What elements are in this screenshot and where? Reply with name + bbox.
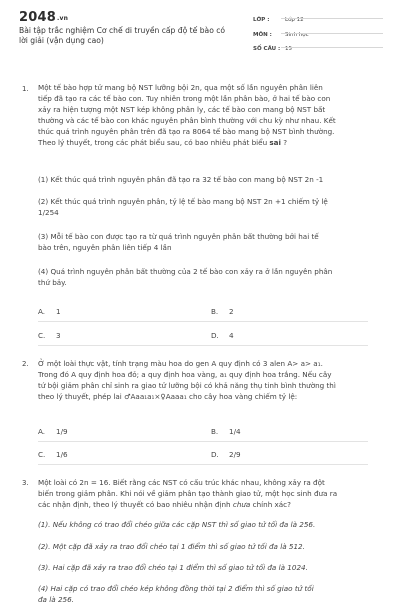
meta-count-value: 15 — [285, 46, 292, 52]
statement: (4) Hai cặp có trao đổi chéo kép không đồng thời tại 2 điểm thì số giao tử tối đa là 256. — [38, 584, 314, 604]
meta-count-key: SỐ CÂU : — [253, 46, 281, 52]
statement: (2) Kết thúc quá trình nguyên phân, tỷ lệ tế bào mang bộ NST 2n +1 chiếm tỷ lệ 1/254 — [38, 197, 328, 217]
statement: (1). Nếu không có trao đổi chéo giữa các cặp NST thì số giao tử tối đa là 256. — [38, 520, 316, 529]
meta-subject-key: MÔN : — [253, 32, 272, 38]
question-stem: Một loài có 2n = 16. Biết rằng các NST có cấu trúc khác nhau, không xảy ra đột biến trong giảm phân. Khi nói về giảm phân tạo thành giao tử, một học sinh đưa ra các nhận định, theo lý thuyết có bao nhiêu nhận định chưa chính xác? — [38, 478, 338, 509]
meta-class-key: LỚP : — [253, 17, 270, 23]
document-title: Bài tập trắc nghiệm Cơ chế di truyền cấp độ tế bào có lời giải (vận dụng cao) — [19, 26, 226, 45]
choice-b[interactable]: B. 1/4 — [211, 427, 241, 436]
statement: (2). Một cặp đã xảy ra trao đổi chéo tại 1 điểm thì số giao tử tối đa là 512. — [38, 542, 305, 551]
statement: (3) Mỗi tế bào con được tạo ra từ quá trình nguyên phân bất thường bởi hai tế bào trên, nguyên phân liên tiếp 4 lần — [38, 232, 319, 252]
choice-c[interactable]: C. 1/6 — [38, 450, 68, 459]
divider — [38, 345, 368, 346]
question-stem: Một tế bào hợp tử mang bộ NST lưỡng bội 2n, qua một số lần nguyên phân liên tiếp đã tạo ra các tế bào con. Tuy nhiên trong một lần phân bào, ở hai tế bào con xảy ra hiện tượng một NST kép không phân ly, các tế bào con mang bộ NST bất thường và các tế bào con khác nguyên phân bình thường với chu kỳ như nhau. Kết thúc quá trình nguyên phân trên đã tạo ra 8064 tế bào mang bộ NST bình thường. Theo lý thuyết, trong các phát biểu sau, có bao nhiêu phát biểu sai ? — [38, 83, 336, 147]
question-number: 1. — [22, 85, 29, 93]
question-number: 3. — [22, 479, 29, 487]
choice-d[interactable]: D. 4 — [211, 331, 234, 340]
statement: (1) Kết thúc quá trình nguyên phân đã tạo ra 32 tế bào con mang bộ NST 2n -1 — [38, 175, 324, 184]
choice-a[interactable]: A. 1 — [38, 307, 61, 316]
logo-suffix: .vn — [56, 15, 69, 22]
logo-text: 2048 — [19, 10, 56, 25]
question-number: 2. — [22, 360, 29, 368]
choice-c[interactable]: C. 3 — [38, 331, 61, 340]
question-stem: Ở một loài thực vật, tính trạng màu hoa do gen A quy định có 3 alen A> a> a₁. Trong đó A quy định hoa đỏ; a quy định hoa vàng, a₁ quy định hoa trắng. Nếu cây tứ bội giảm phân chỉ sinh ra giao tử lưỡng bội có khả năng thụ tinh bình thường thì theo lý thuyết, phép lai ♂Aaa₁a₁×♀Aaaa₁ cho cây hoa vàng chiếm tỷ lệ: — [38, 359, 336, 401]
header — [0, 0, 400, 60]
site-logo[interactable] — [19, 10, 68, 25]
choice-d[interactable]: D. 2/9 — [211, 450, 241, 459]
meta-subject-value: Sinh học — [285, 32, 309, 38]
divider — [38, 441, 368, 442]
divider — [38, 464, 368, 465]
choice-b[interactable]: B. 2 — [211, 307, 234, 316]
divider — [38, 321, 368, 322]
statement: (4) Quá trình nguyên phân bất thường của 2 tế bào con xảy ra ở lần nguyên phân thứ bảy. — [38, 267, 333, 287]
choice-a[interactable]: A. 1/9 — [38, 427, 68, 436]
meta-class-value: Lớp 12 — [285, 17, 304, 23]
statement: (3). Hai cặp đã xảy ra trao đổi chéo tại 1 điểm thì số giao tử tối đa là 1024. — [38, 563, 308, 572]
